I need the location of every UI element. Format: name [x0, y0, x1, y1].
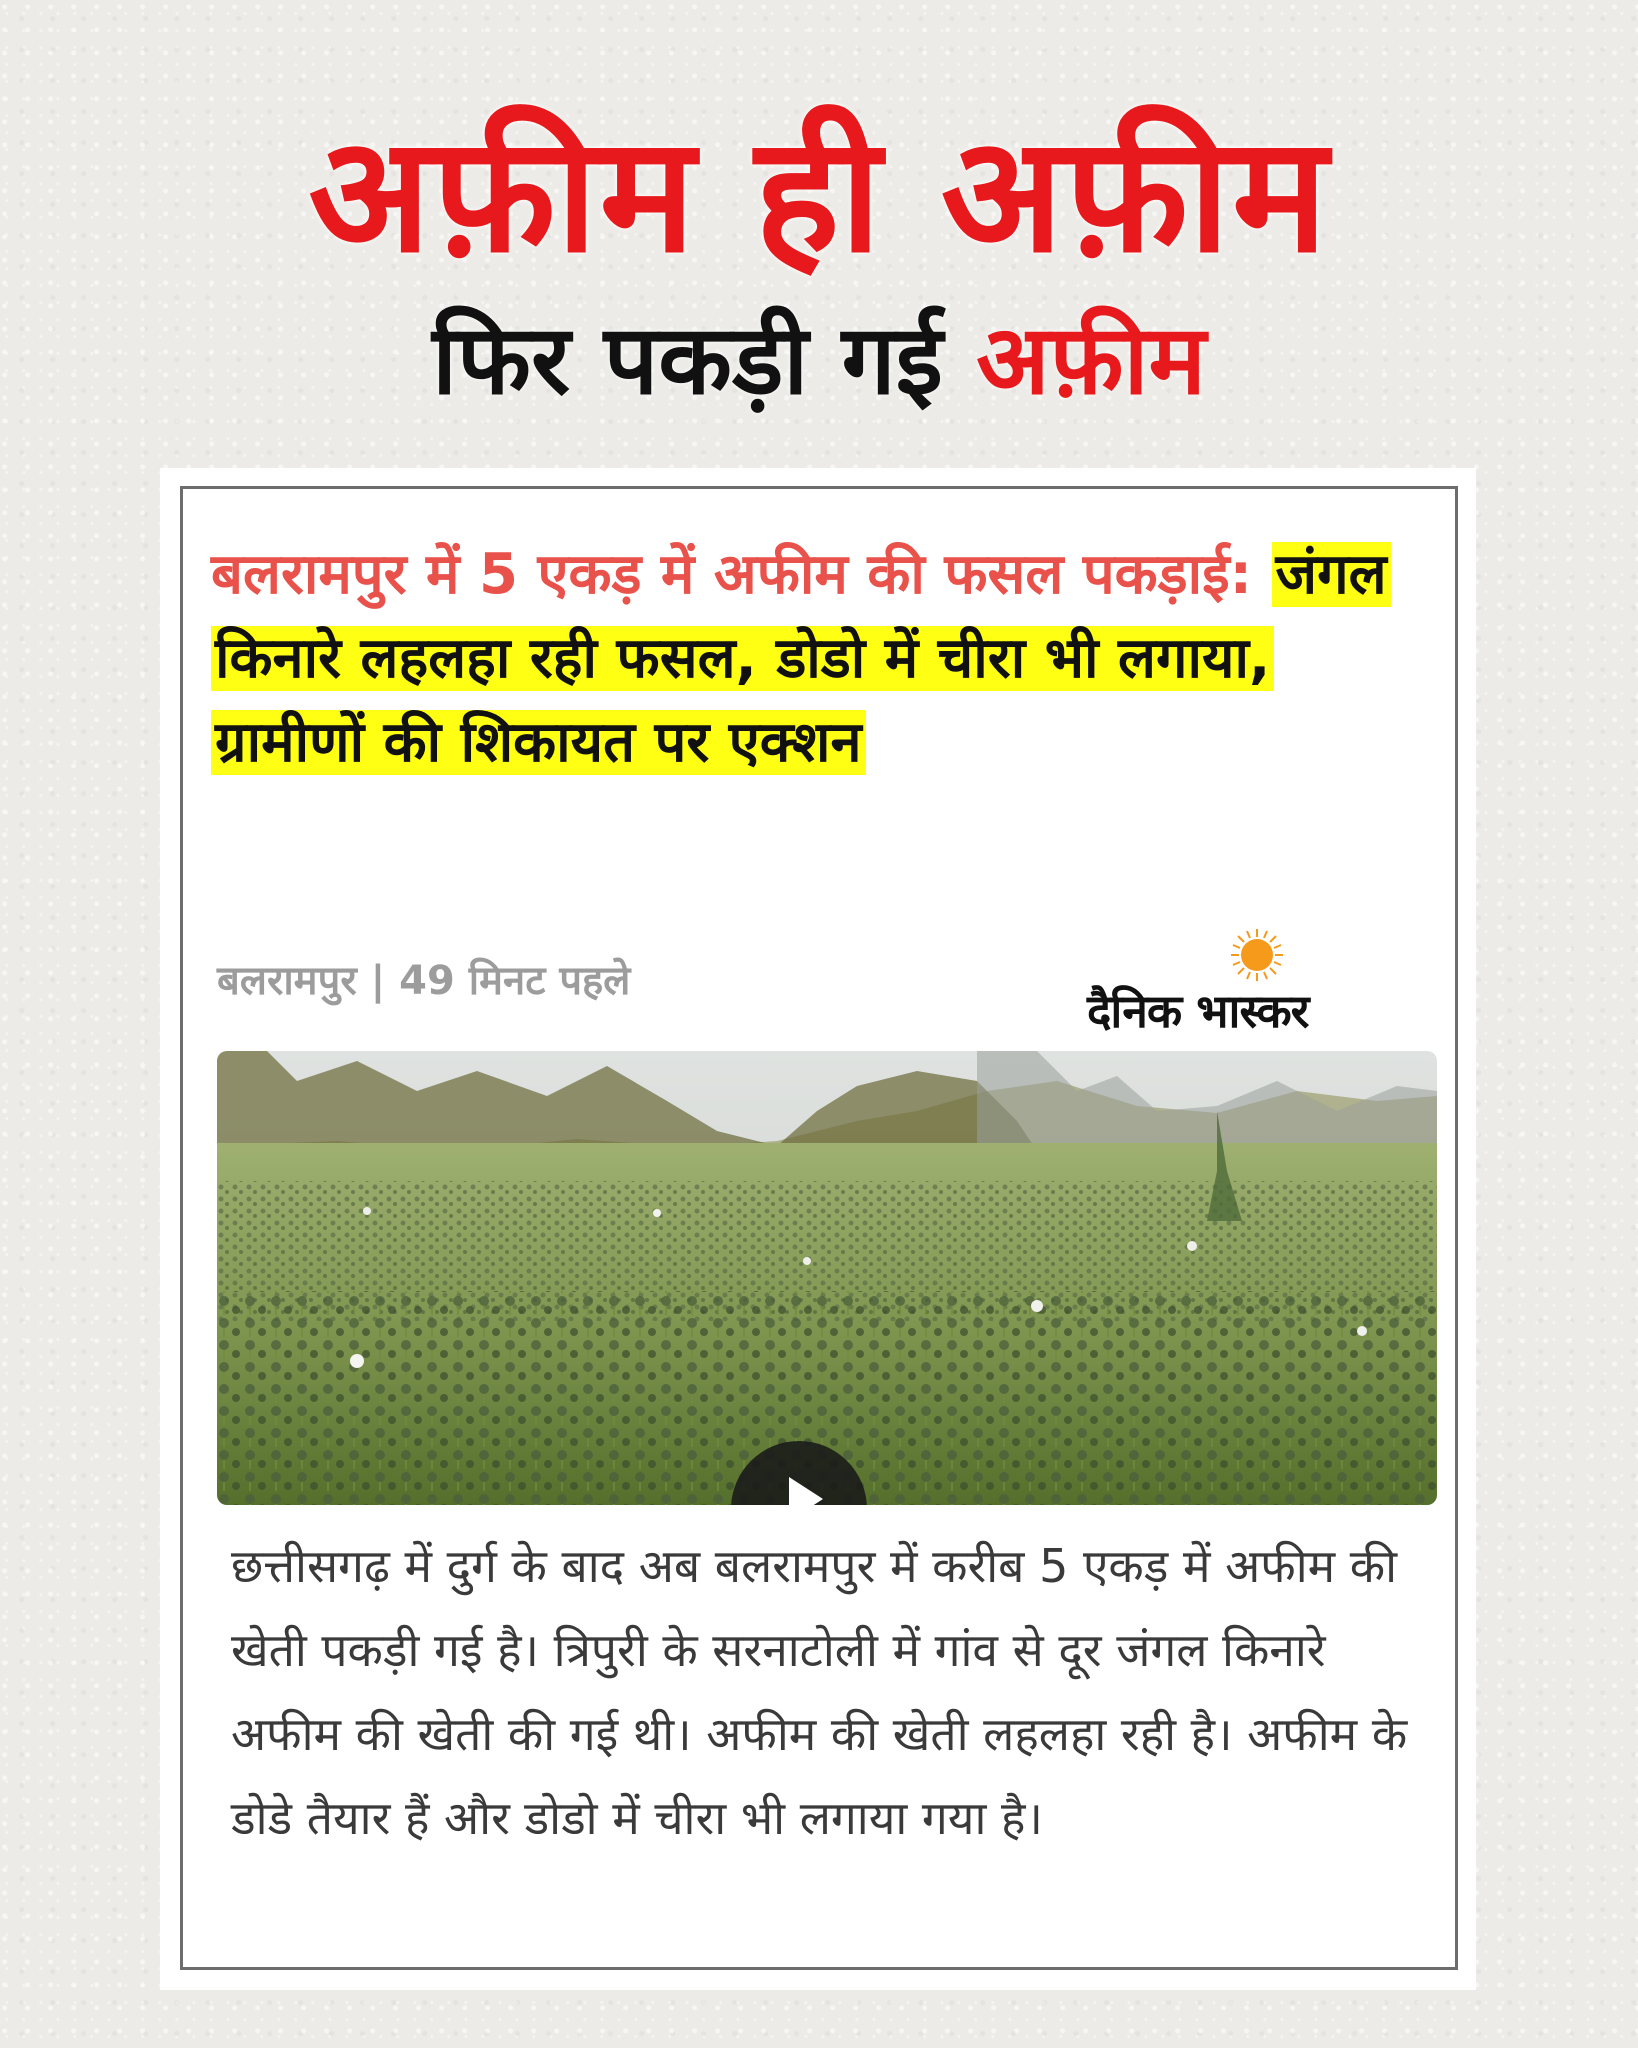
play-icon — [789, 1477, 823, 1505]
article-meta — [217, 951, 630, 1006]
article-location: बलरामपुर — [217, 958, 357, 1004]
publisher-logo — [1087, 919, 1417, 1038]
main-headline: अफ़ीम ही अफ़ीम — [308, 101, 1330, 288]
article-title-red: बलरामपुर में 5 एकड़ में अफीम की फसल पकड़ाई: — [211, 542, 1253, 607]
article-title[interactable] — [211, 533, 1431, 785]
meta-separator: | — [370, 958, 386, 1004]
article-body: छत्तीसगढ़ में दुर्ग के बाद अब बलरामपुर में करीब 5 एकड़ में अफीम की खेती पकड़ी गई है। त्रिपुरी के सरनाटोली में गांव से दूर जंगल किनारे अफीम की खेती की गई थी। अफीम की खेती लहलहा रही है। अफीम के डोडे तैयार हैं और डोडो में चीरा भी लगाया गया है। — [231, 1539, 1408, 1845]
sub-headline-red: अफ़ीम — [976, 304, 1206, 416]
article-title-highlight: जंगल किनारे लहलहा रही फसल, डोडो में चीरा भी लगाया, ग्रामीणों की शिकायत पर एक्शन — [211, 542, 1391, 775]
sun-icon — [1229, 927, 1285, 983]
sub-headline — [0, 300, 1638, 420]
article-time: 49 मिनट पहले — [399, 958, 631, 1004]
publisher-logo-text: दैनिक भास्कर — [1087, 984, 1309, 1038]
news-article — [180, 486, 1458, 1970]
video-play-button[interactable] — [731, 1441, 867, 1505]
poppy-field-image[interactable] — [217, 1051, 1437, 1505]
sub-headline-black: फिर पकड़ी गई — [432, 304, 943, 416]
news-screenshot-card — [160, 468, 1476, 1990]
